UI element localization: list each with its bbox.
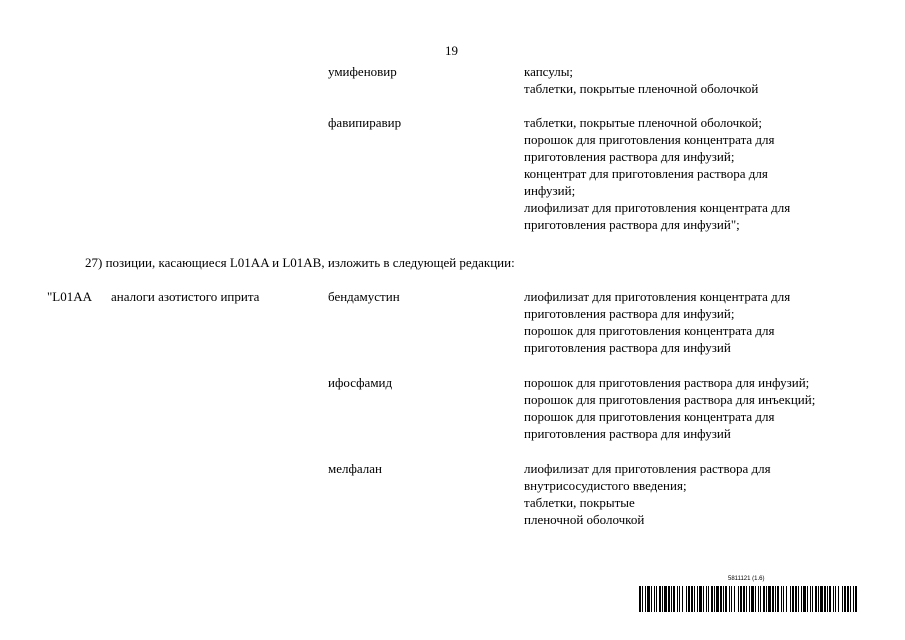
dosage-form-line: внутрисосудистого введения; xyxy=(524,478,687,493)
dosage-form-line: порошок для приготовления концентрата для xyxy=(524,323,775,338)
dosage-form-line: приготовления раствора для инфузий; xyxy=(524,149,735,164)
dosage-form-line: капсулы; xyxy=(524,64,574,79)
page-number: 19 xyxy=(445,43,458,58)
dosage-form-line: таблетки, покрытые xyxy=(524,495,635,510)
dosage-form-line: лиофилизат для приготовления концентрата для xyxy=(524,289,791,304)
dosage-forms xyxy=(524,63,758,97)
dosage-form-line: приготовления раствора для инфузий"; xyxy=(524,217,740,232)
dosage-form-line: порошок для приготовления концентрата для xyxy=(524,132,775,147)
dosage-form-line: лиофилизат для приготовления концентрата для xyxy=(524,200,791,215)
dosage-forms xyxy=(524,460,771,528)
dosage-forms xyxy=(524,114,790,233)
drug-name: умифеновир xyxy=(328,64,397,79)
drug-name: бендамустин xyxy=(328,289,400,304)
dosage-form-line: порошок для приготовления раствора для инъекций; xyxy=(524,392,816,407)
amendment-instruction: 27) позиции, касающиеся L01AA и L01AB, изложить в следующей редакции: xyxy=(85,255,515,270)
barcode-icon xyxy=(639,586,857,612)
dosage-form-line: инфузий; xyxy=(524,183,576,198)
dosage-form-line: таблетки, покрытые пленочной оболочкой; xyxy=(524,115,762,130)
dosage-form-line: приготовления раствора для инфузий; xyxy=(524,306,735,321)
dosage-form-line: приготовления раствора для инфузий xyxy=(524,426,731,441)
dosage-form-line: пленочной оболочкой xyxy=(524,512,645,527)
dosage-form-line: концентрат для приготовления раствора для xyxy=(524,166,768,181)
barcode-caption: 5811121 (1.6) xyxy=(728,576,765,582)
drug-name: ифосфамид xyxy=(328,375,393,390)
atc-code: "L01AA xyxy=(47,289,93,304)
dosage-form-line: лиофилизат для приготовления раствора для xyxy=(524,461,771,476)
dosage-form-line: таблетки, покрытые пленочной оболочкой xyxy=(524,81,759,96)
atc-group-name: аналоги азотистого иприта xyxy=(111,289,260,304)
drug-name: фавипиравир xyxy=(328,115,402,130)
dosage-forms xyxy=(524,288,790,356)
dosage-form-line: приготовления раствора для инфузий xyxy=(524,340,731,355)
dosage-forms xyxy=(524,374,815,442)
drug-name: мелфалан xyxy=(328,461,383,476)
dosage-form-line: порошок для приготовления концентрата для xyxy=(524,409,775,424)
dosage-form-line: порошок для приготовления раствора для инфузий; xyxy=(524,375,810,390)
